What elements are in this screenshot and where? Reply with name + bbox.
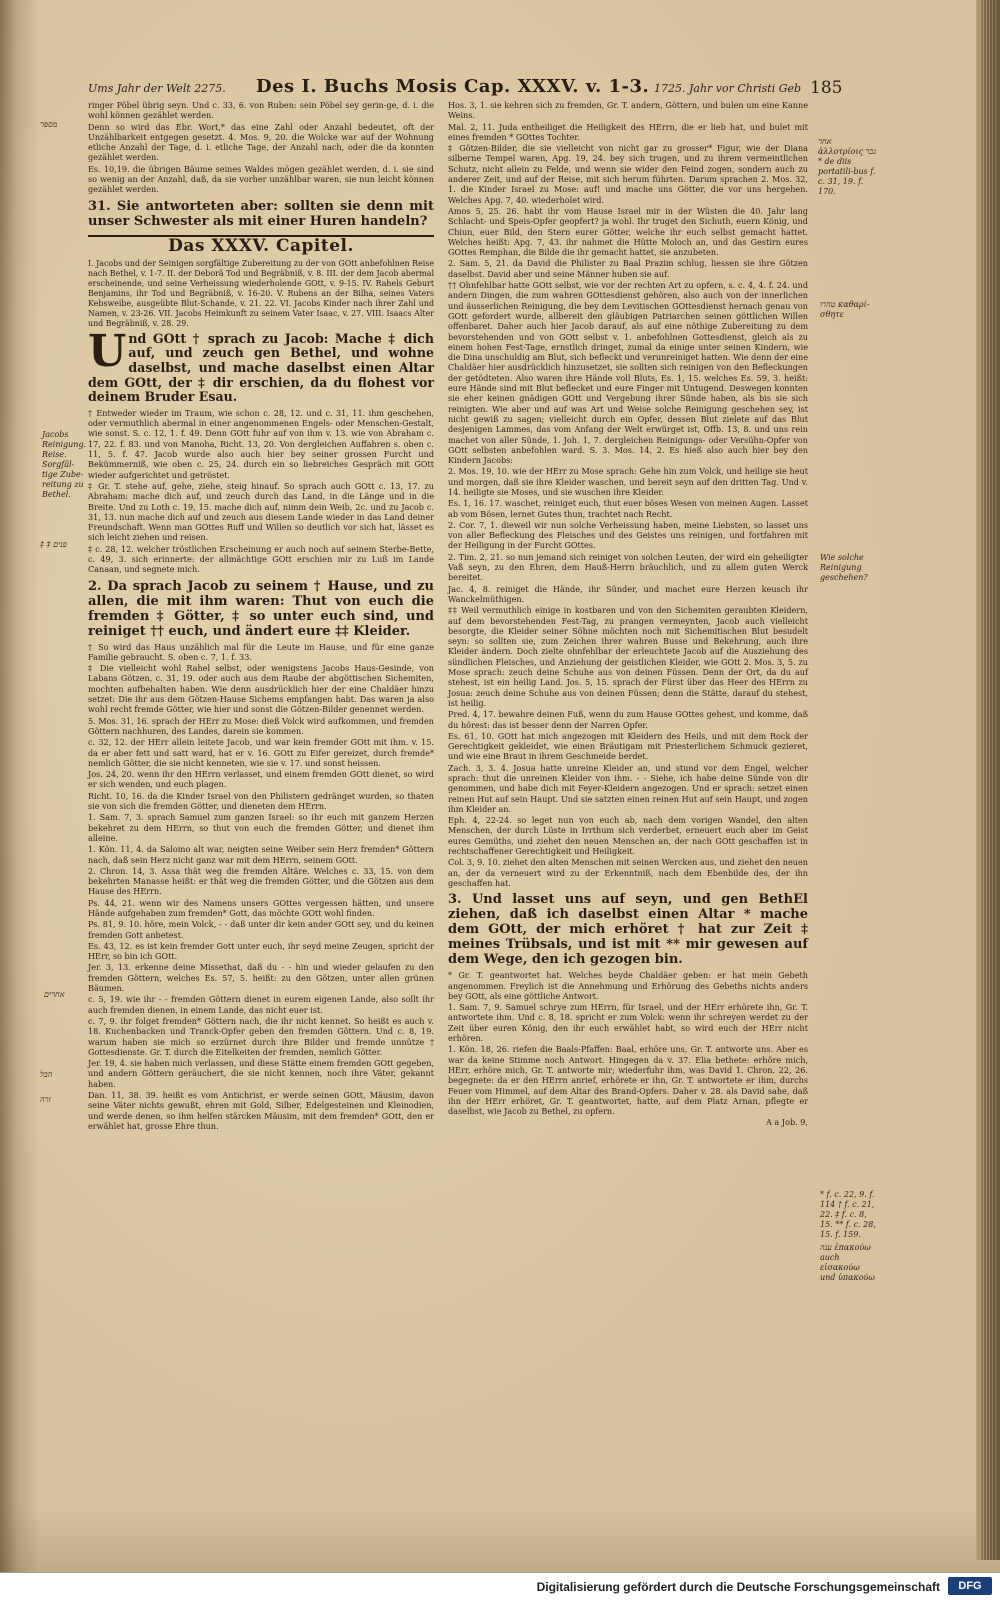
note-paragraph: 1. Sam. 7, 3. sprach Samuel zum ganzen Israel: so ihr euch mit ganzem Herzen bekehret zu dem HErrn, so thut von euch die fremden Götter, und dienet ihm alleine. [88,812,434,843]
note-paragraph: Denn so wird das Ebr. Wort,* das eine Zahl oder Anzahl bedeutet, oft der Unzählbarkeit entgegen gesetzt. 4. Mos. 9, 20. die Wolcke war auf der Wohnung etliche Anzahl der Tage, d. i. etliche Tage, der Anzahl nach, oder die da konnten gezählet werden. [88,121,434,163]
note-paragraph: Pred. 4, 17. bewahre deinen Fuß, wenn du zum Hause GOttes gehest, und komme, daß du hörest: das ist besser denn der Narren Opfer. [448,709,808,730]
note-paragraph: 2. Tim. 2, 21. so nun jemand sich reiniget von solchen Leuten, der wird ein geheiligter Vaß seyn, zu den Ehren, dem Hauß-Herrn bräuchlich, und zu allem guten Werck bereitet. [448,551,808,583]
note-paragraph: Ps. 44, 21. wenn wir des Namens unsers GOttes vergessen hätten, und unsere Hände aufgehaben zum fremden* Gott, das möchte GOtt wohl finden. [88,897,434,918]
right-margin-note: * f. c. 22, 9. f. 114 † f. c. 21, 22. ‡ f. c. 8, 15. ** f. c. 28, 15. f. 159. [820,1190,876,1239]
catchwords: A a Job. 9, [766,1117,808,1128]
left-margin-note: מספר [40,120,58,129]
left-column [88,100,434,1132]
note-paragraph: † So wird das Haus unzählich mal für die Leute im Hause, und für eine ganze Familie gebraucht. S. oben c. 7, 1. f. 33. [88,641,434,662]
digitization-footer [0,1572,1000,1600]
note-paragraph: * Gr. T. geantwortet hat. Welches beyde Chaldäer geben: er hat mein Gebeth angenommen. Freylich ist die Annehmung und Erhörung des Gebeths nichts anders bey GOtt, als eine göttliche Antwort. [448,970,808,1001]
right-column [448,100,808,1129]
note-paragraph: Col. 3, 9. 10. ziehet den alten Menschen mit seinen Wercken aus, und ziehet den neuen an, der da verneuert wird zu der Erkenntniß, nach dem Ebenbilde des, der ihn geschaffen hat. [448,857,808,888]
note-paragraph: †† Ohnfehlbar hatte GOtt selbst, wie vor der rechten Art zu opfern, s. c. 4, 4. f. 24. und andern Dingen, die zum wahren GOttesdienst gehören, also auch von der innerlichen und äusserlichen Reinigung, die bey dem Levitischen GOttesdienst hernach genau von GOtt gefordert wurde, allbereit den gläubigen Patriarchen seinen göttlichen Willen offenbaret. Daher auch hier Jacob darauf, als auf eine nöthige Zubereitung zu dem bevorstehenden und von GOtt selbst v. 1. anbefohlnen Gottesdienst, gleich als zu einem hohen Fest-Tage, ernstlich dringet, zumal da einige unter seinen Kindern, wie die Dina unschuldig am Blut, sich befleckt und verunreiniget hatten. Wie denn der eine Chaldäer hier ausdrücklich hinzusetzet, sie sollten sich reinigen von den Befleckungen der getödteten. Also waren ihre Hände voll Bluts, Es. 1, 15. welches Es. 59, 3. heißt: eure Hände sind mit Blut beflecket und eure Finger mit Untugend. Deswegen konnten sie eher keinen gnädigen GOtt und Vergebung ihrer Sünde haben, als bis sie sich reinigten. Wie aber und auf was Art und Weise solche Reinigung geschehen sey, ist nicht gewiß zu sagen; vielleicht durch ein Opfer, dessen Blut zielete auf das Blut desjenigen Lammes, das vom Anfang der Welt erwürget ist, Offb. 13, 8. und uns rein machet von aller Sünde, 1. Joh. 1, 7. dergleichen Reinigungs- oder Versühn-Opfer von GOtt selbsten anbefohlen ward. S. 3. Mos. 14, 2. Es hieß also auch hier bey den Kindern Jacobs: [448,280,808,466]
note-paragraph: Es. 1, 16. 17. waschet, reiniget euch, thut euer böses Wesen von meinen Augen. Lasset ab vom Bösen, lernet Gutes thun, trachtet nach Recht. [448,498,808,519]
note-paragraph: Jac. 4, 8. reiniget die Hände, ihr Sünder, und machet eure Herzen keusch ihr Wanckelmüthigen. [448,583,808,604]
page-number: 185 [810,78,843,98]
note-paragraph: c. 32, 12. der HErr allein leitete Jacob, und war kein fremder GOtt mit ihm. v. 15. da er aber fett und satt ward, hat er v. 16. GOtt zu Eifer gereizet, durch fremde* nemlich Götter, die sie nicht kenneten, wie sie v. 17. und sonst heissen. [88,737,434,768]
note-paragraph: 2. Cor. 7, 1. dieweil wir nun solche Verheissung haben, meine Liebsten, so lasset uns von aller Befleckung des Fleisches und des Geistes uns reinigen, und fortfahren mit der Heiligung in der Furcht GOttes. [448,519,808,551]
verse-1 [88,325,434,405]
verse-1-text: nd GOtt † sprach zu Jacob: Mache ‡ dich auf, und zeuch gen Bethel, und wohne daselbst, und mache daselbst einen Altar dem GOtt, der ‡ dir erschien, da du flohest vor deinem Bruder Esau. [88,330,434,405]
verse-3: 3. Und lasset uns auf seyn, und gen BethEl ziehen, daß ich daselbst einen Altar * mache dem GOtt, der mich erhöret † hat zur Zeit ‡ meines Trübsals, und ist mit ** mir gewesen auf dem Wege, den ich gezogen bin. [448,892,808,968]
note-paragraph: Es. 10,19. die übrigen Bäume seines Waldes mögen gezählet werden, d. i. sie sind so wenig an der Anzahl, daß, da sie vorher unzählbar waren, sie nun leicht können gezählet werden. [88,163,434,195]
note-paragraph: c. 5, 19. wie ihr - - fremden Göttern dienet in eurem eigenen Lande, also sollt ihr auch fremden dienen, in einem Lande, das nicht euer ist. [88,994,434,1015]
head-book-title: Des I. Buchs Mosis Cap. XXXV. v. 1-3. [256,76,650,97]
note-paragraph: ‡ c. 28, 12. welcher tröstlichen Erscheinung er auch noch auf seinem Sterbe-Bette, c. 49, 3. sich erinnerte: der allmächtige GOtt erschien mir zu Luß im Lande Canaan, und segnete mich. [88,543,434,575]
right-margin-note: טהרו καθαρί-σθητε [820,300,870,319]
note-paragraph: 2. Sam. 5, 21. da David die Philister zu Baal Prazim schlug, liessen sie ihre Götzen daselbst. David aber und seine Männer huben sie auf. [448,258,808,279]
book-edge [976,0,1000,1560]
note-paragraph: ‡‡ Weil vermuthlich einige in kostbaren und von den Sichemiten geraubten Kleidern, auf dem bevorstehenden Fest-Tag, zu prangen vermeynten, Jacob auch vielleicht besorgte, die Kleider seiner Söhne möchten noch mit Sichemitischen Blut besudelt seyn: so sollten sie, zum Zeichen ihrer wahren Busse und Bekehrung, auch ihre Kleider ändern. Doch zielte ohnfehlbar der erleuchtete Jacob auf die Ausziehung des sündlichen Fleisches, und Anziehung der geistlichen Kleider, wie GOtt 2. Mos. 3, 5. zu Mose sprach: zeuch deine Schuhe aus von deinen Füssen. Denn der Ort, da du auf stehest, ist ein heilig Land. Jos. 5, 15. sprach der Fürst über das Heer des HErrn zu Josua: zeuch deine Schuhe aus von deinen Füssen; denn die Stätte, darauf du stehest, ist heilig. [448,605,808,708]
note-paragraph: Richt. 10, 16. da die Kinder Israel von den Philistern gedränget wurden, so thaten sie von sich die fremden Götter, und dieneten dem HErrn. [88,790,434,812]
note-paragraph: Eph. 4, 22-24. so leget nun von euch ab, nach dem vorigen Wandel, den alten Menschen, der durch Lüste in Irrthum sich verderbet, erneuert euch aber im Geist eures Gemüths, und ziehet den neuen Menschen an, der nach GOtt geschaffen ist in rechtschaffener Gerechtigkeit und Heiligkeit. [448,815,808,857]
right-margin-note: Wie solche Reinigung geschehen? [820,553,868,582]
note-paragraph: Dan. 11, 38. 39. heißt es vom Antichrist, er werde seinen GOtt, Mäusim, davon seine Väter nichts gewußt, ehren mit Gold, Silber, Edelgesteinen und Kleinodien, und werde denen, so ihm helfen stärcken Mäusim, mit dem fremden* GOtt, den er erwählet hat, grosse Ehre thun. [88,1090,434,1131]
left-margin-note: הבל [40,1070,53,1079]
note-paragraph: ‡ Götzen-Bilder, die sie vielleicht von nicht gar zu grosser* Figur, wie der Diana silberne Tempel waren, Apg. 19, 24. bey sich trugen, und zu ihrem vermeintlichen Schutz, nicht allein zu Felde, und wenn sie wider den Feind zogen, sondern auch zu anderer Zeit, und auf der Reise, mit sich herum führten. Darum sprachen 2. Mos. 32, 1. die Kinder Israel zu Mose: auf! und mache uns Götter, die vor uns hergehen. Welches Apg. 7, 40. wiederholet wird. [448,143,808,205]
note-paragraph: Jos. 24, 20. wenn ihr den HErrn verlasset, und einem fremden GOtt dienet, so wird er sich wenden, und euch plagen. [88,769,434,790]
note-paragraph: 2. Mos. 19, 10. wie der HErr zu Mose sprach: Gehe hin zum Volck, und heilige sie heut und morgen, daß sie ihre Kleider waschen, und bereit seyn auf den dritten Tag. Und v. 14. heiligte sie Moses, und sie wuschen ihre Kleider. [448,466,808,497]
verse-31: 31. Sie antworteten aber: sollten sie denn mit unser Schwester als mit einer Huren handeln? [88,198,434,229]
verse-2: 2. Da sprach Jacob zu seinem † Hause, und zu allen, die mit ihm waren: Thut von euch die fremden ‡ Götter, ‡ so unter euch sind, und reiniget †† euch, und ändert eure ‡‡ Kleider. [88,578,434,639]
note-paragraph: ringer Pöbel übrig seyn. Und c. 33, 6. von Ruben: sein Pöbel sey gerin-ge, d. i. die wohl können gezählet werden. [88,100,434,121]
note-paragraph: ‡ Gr. T. stehe auf, gehe, ziehe, steig hinauf. So sprach auch GOtt c. 13, 17. zu Abraham: mache dich auf, und zeuch durch das Land, in die Länge und in die Breite. Und zu Loth c. 19, 15. mache dich auf, nimm dein Weib, 2c. und zu Jacob c. 31, 13. nun mache dich auf und zeuch aus diesem Lande wieder in das Land deiner Freundschaft. Wenn man GOttes Ruff und Willen so deutlich vor sich hat, lässet es sich leicht ziehen und reisen. [88,480,434,543]
note-paragraph: 1. Kön. 18, 26. riefen die Baals-Pfaffen: Baal, erhöre uns, Gr. T. antworte uns. Aber es war da keine Stimme noch Antwort. Hingegen da v. 37. Elia bethete: erhöre mich, HErr, erhöre mich, Gr. T. antworte mir; wiederfuhr ihm, was David 1. Chron. 22, 26. begegnete: da er den HErrn anrief, erhörete er ihn, Gr. T. antwortete er ihm, durchs Feuer vom Himmel, auf dem Altar des Brand-Opfers. Daher v. 28. als David sahe, daß ihn der HErr erhöret, Gr. T. geantwortet, hatte, auf dem Platz Arnan, pflegte er daselbst, wie Jacob zu Bethel, zu opfern. [448,1044,808,1117]
note-paragraph: Mal. 2, 11. Juda entheiliget die Heiligkeit des HErrn, die er lieb hat, und bulet mit eines fremden * GOttes Tochter. [448,121,808,142]
chapter-summary: I. Jacobs und der Seinigen sorgfältige Zubereitung zu der von GOtt anbefohlnen Reise nach Bethel, v. 1-7. II. der Deborä Tod und Begräbniß, v. 8. III. der dem Jacob abermal erscheinende, und seine Verheissung wiederholende GOtt, v. 9-15. IV. Rahels Geburt Benjamins, ihr Tod und Begräbniß, v. 16-20. V. Rubens an der Bilha, seines Vaters Kebsweibe, ausgeübte Blut-Schande, v. 21. 22. VI. Jacobs Kinder nach ihrer Zahl und Namen, v. 23-26. VII. Jacobs Heimkunft zu seinem Vater Isaac, v. 27. VIII. Isaacs Alter und Begräbniß, v. 28. 29. [88,258,435,328]
note-paragraph: Ps. 81, 9. 10. höre, mein Volck, - - daß unter dir kein ander GOtt sey, und du keinen fremden Gott anbetest. [88,919,434,940]
left-margin-note: אחרים [44,990,65,999]
right-margin-note: ענה ἐπακούω auch εἰσακούω und ὑπακούω [820,1243,875,1282]
note-paragraph: Amos 5, 25. 26. habt ihr vom Hause Israel mir in der Wüsten die 40. Jahr lang Schlacht- und Speis-Opfer geopfert? ja wohl. Ihr truget den Sichuth, euern König, und Chiun, euer Bild, den Stern eurer Götter, welche ihr euch selbst gemacht hattet. Welches heißt: Apg. 7, 43. ihr nahmet die Hütte Moloch an, und das Gestirn eures GOttes Remphan, die Bilde die ihr gemacht hattet, sie anzubeten. [448,205,808,258]
note-paragraph: Jer. 19, 4. sie haben mich verlassen, und diese Stätte einem fremden GOtt gegeben, und andern Göttern geräuchert, die sie nicht kennen, noch ihre Väter, gekannt haben. [88,1058,434,1089]
note-paragraph: 5. Mos. 31, 16. sprach der HErr zu Mose: dieß Volck wird aufkommen, und fremden Göttern nachhuren, des Landes, darein sie kommen. [88,715,434,736]
note-paragraph: Jer. 3, 13. erkenne deine Missethat, daß du - - hin und wieder gelaufen zu den fremden Göttern, welches Es. 57, 5. heißt: zu den Götzen, unter allen grünen Bäumen. [88,962,434,994]
dfg-logo-icon: DFG [948,1577,992,1595]
note-paragraph: 1. Sam. 7, 9. Samuel schrye zum HErrn, für Israel, und der HErr erhörete ihn, Gr. T. antwortete ihm. Und c. 8, 18. spricht er zum Volck: wenn ihr schreyen werdet zu der Zeit über euren König, den ihr euch erwählet habt, so wird euch der HErr nicht erhören. [448,1002,808,1044]
left-margin-note: זרה [40,1095,51,1104]
note-paragraph: 2. Chron. 14, 3. Assa thät weg die fremden Altäre. Welches c. 33, 15. von dem bekehrten Manasse heißt: er thät weg die fremden Götter, und die Götzen aus dem Hause des HErrn. [88,865,434,897]
funding-credit: Digitalisierung gefördert durch die Deutsche Forschungsgemeinschaft [536,1580,940,1594]
head-year-world: Ums Jahr der Welt 2275. [88,82,226,95]
note-paragraph: Es. 61, 10. GOtt hat mich angezogen mit Kleidern des Heils, und mit dem Rock der Gerechtigkeit gekleidet, wie einen Bräutigam mit Priesterlichem Schmuck gezieret, und wie eine Braut in ihrem Geschmeide berdet. [448,730,808,762]
left-margin-note: ‡ ‡ פנים [40,540,67,549]
note-paragraph: Zach. 3, 3. 4. Josua hatte unreine Kleider an, und stund vor dem Engel, welcher sprach: thut die unreinen Kleider von ihm. - - Siehe, ich habe deine Sünde von dir genommen, und habe dich mit Feyer-Kleidern angezogen. Und er sprach: setzet einen reinen Hut auf sein Haupt. Und sie satzten einen reinen Hut auf sein Haupt, und zogen ihm Kleider an. [448,762,808,814]
left-margin-note: Jacobs Reinigung. Reise. Sorgfäl-tige Zube-reitung zu Bethel. [42,430,87,499]
note-paragraph: † Entweder wieder im Traum, wie schon c. 28, 12. und c. 31, 11. ihm geschehen, oder vermuthlich abermal in einer angenommenen Engels- oder Menschen-Gestalt, wie sonst. S. c. 12, 1. f. 49. Denn GOtt fuhr auf von ihm v. 13. wie von Abraham c. 17, 22. f. 83. und von Manoha, Richt. 13, 20. Von dergleichen Auffahren s. oben c. 11, 5. f. 47. Jacob wurde also auch hier bey seiner grossen Furcht und Bekümmerniß, wie oben c. 25, 24. durch ein so liebreiches Gespräch mit GOtt wieder aufgerichtet und getröstet. [88,407,434,480]
note-paragraph: Hos. 3, 1. sie kehren sich zu fremden, Gr. T. andern, Göttern, und bulen um eine Kanne Weins. [448,100,808,121]
drop-cap-initial: U [88,325,127,377]
note-paragraph: c. 7, 9. ihr folget fremden* Göttern nach, die ihr nicht kennet. So heißt es auch v. 18. Kuchenbacken und Tranck-Opfer geben den fremden Göttern. Und c. 8, 19. warum haben sie mich so erzürnet durch ihre Bilder und fremde unnütze † Gottesdienste. Gr. T. durch die Eitelkeiten der fremden, nemlich Götter. [88,1015,434,1057]
note-paragraph: Es. 43, 12. es ist kein fremder Gott unter euch, ihr seyd meine Zeugen, spricht der HErr, so bin ich GOtt. [88,940,434,962]
note-paragraph: 1. Kön. 11, 4. da Salomo alt war, neigten seine Weiber sein Herz fremden* Göttern nach, daß sein Herz nicht ganz war mit dem HErrn, seinem GOtt. [88,844,434,865]
right-margin-note: אחר ἀλλοτρίοις נכר * de diis portatili-bus f. c. 31, 19. f. 170. [818,137,877,196]
note-paragraph: ‡ Die vielleicht wohl Rahel selbst, oder wenigstens Jacobs Haus-Gesinde, von Labans Götzen, c. 31, 19. oder auch aus dem Raube der abgöttischen Sichemiten, mochten aufbehalten haben. Wie denn ausdrücklich hier der eine Chaldäer hinzu setzet: Die ihr aus dem Götzen-Hause Sichems empfangen habt. Das waren ja also wohl recht fremde Götter, wie hier und sonst die Götzen-Bilder genennet werden. [88,663,434,715]
head-year-christ: 1725. Jahr vor Christi Geb [654,82,802,95]
running-head [88,78,868,102]
chapter-title: Das XXXV. Capitel. [88,235,434,251]
